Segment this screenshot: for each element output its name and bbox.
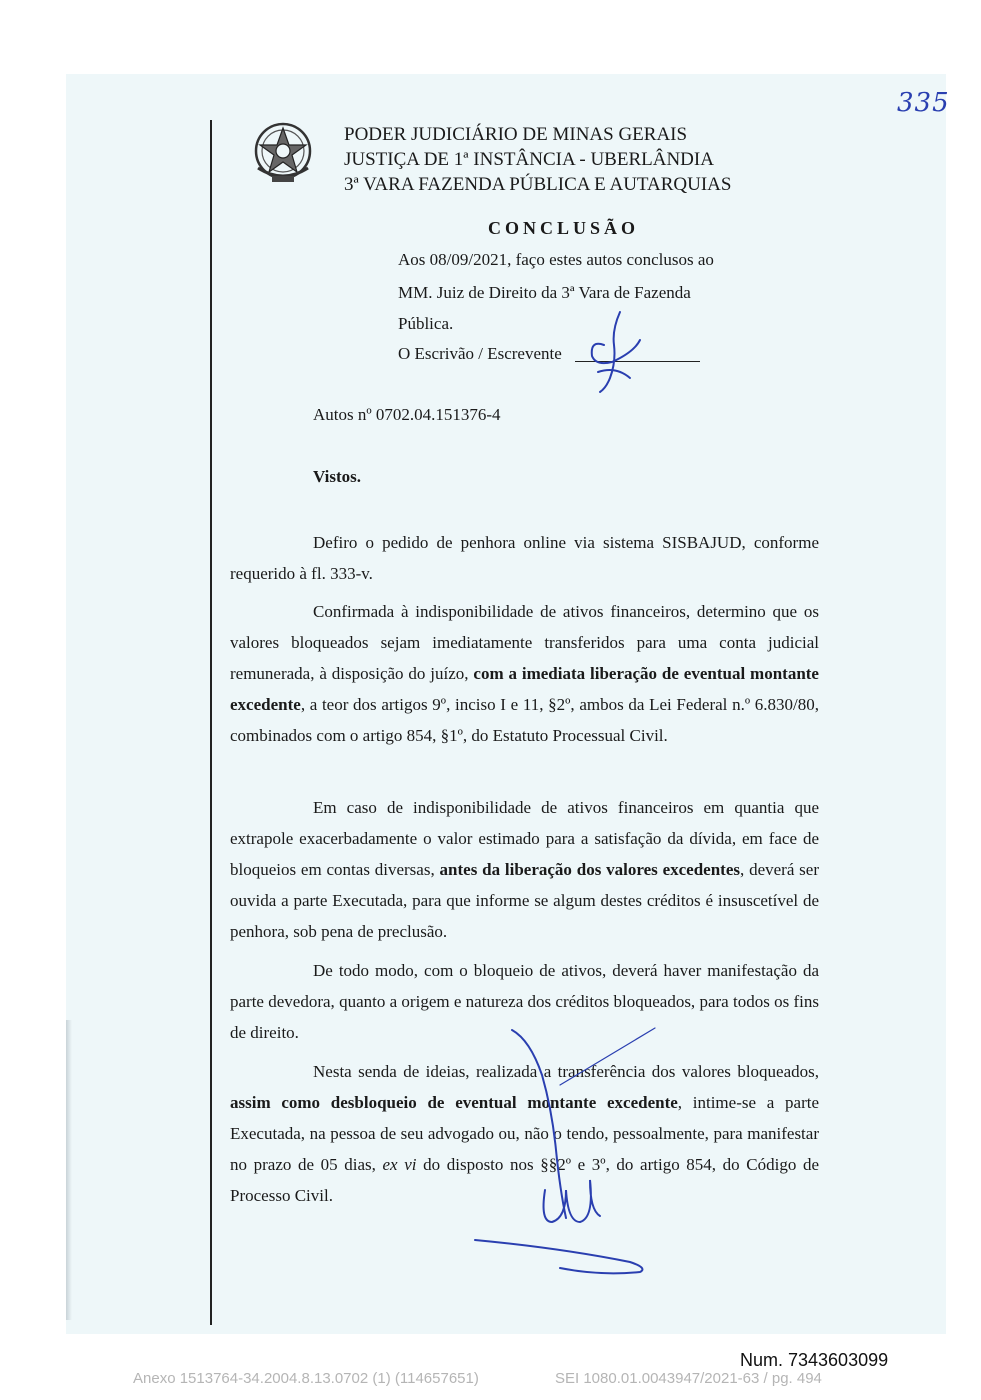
paragraph-3-text-a: Em caso de indisponibilidade de ativos financeiros em quantia que extrapole exacerbadamente o valor estimado para a satisfação da dívida, em face de bloqueios em contas diversas, [230, 798, 819, 879]
sei-reference: SEI 1080.01.0043947/2021-63 / pg. 494 [555, 1370, 822, 1387]
paragraph-3-bold: antes da liberação dos valores excedentes [439, 860, 740, 879]
conclusao-line-2: MM. Juiz de Direito da 3ª Vara de Fazenda [398, 283, 691, 302]
case-number: Autos nº 0702.04.151376-4 [313, 405, 501, 424]
paragraph-4-text: De todo modo, com o bloqueio de ativos, deverá haver manifestação da parte devedora, quanto a origem e natureza dos créditos bloqueados, para todos os fins de direito. [230, 961, 819, 1042]
header-line-2: JUSTIÇA DE 1ª INSTÂNCIA - UBERLÂNDIA [344, 149, 714, 170]
conclusao-line-3: Pública. [398, 314, 454, 333]
paragraph-2 [230, 596, 819, 751]
signature-line [575, 361, 700, 362]
paragraph-5 [230, 1056, 819, 1211]
conclusao-line-1: Aos 08/09/2021, faço estes autos conclusos ao [398, 250, 714, 269]
paragraph-2-text-a: Confirmada à indisponibilidade de ativos financeiros, determino que os valores bloqueados sejam imediatamente transferidos para uma conta judicial remunerada, à disposição do juízo, [230, 602, 819, 683]
court-header [344, 122, 731, 197]
header-line-3: 3ª VARA FAZENDA PÚBLICA E AUTARQUIAS [344, 174, 732, 195]
annex-reference: Anexo 1513764-34.2004.8.13.0702 (1) (114657651) [133, 1370, 479, 1387]
paragraph-2-bold: com a imediata liberação de eventual montante excedente [230, 664, 819, 714]
paragraph-3 [230, 792, 819, 947]
paragraph-5-text-b: , intime-se a parte Executada, na pessoa de seu advogado ou, não o tendo, pessoalmente, para manifestar no prazo de 05 dias, [230, 1093, 819, 1174]
paragraph-5-bold: assim como desbloqueio de eventual montante excedente [230, 1093, 678, 1112]
vistos-heading: Vistos. [313, 467, 362, 486]
paragraph-5-italic: ex vi [382, 1155, 417, 1174]
conclusao-title: CONCLUSÃO [488, 218, 640, 238]
header-line-1: PODER JUDICIÁRIO DE MINAS GERAIS [344, 124, 688, 145]
paragraph-3-text-b: , deverá ser ouvida a parte Executada, para que informe se algum destes créditos é insuscetível de penhora, sob pena de preclusão. [230, 860, 820, 941]
paragraph-5-text-a: Nesta senda de ideias, realizada a transferência dos valores bloqueados, [313, 1062, 819, 1081]
signer-label: O Escrivão / Escrevente [398, 344, 562, 363]
scan-edge-shadow [66, 1020, 72, 1320]
paragraph-1 [230, 527, 819, 589]
paragraph-2-text-b: , a teor dos artigos 9º, inciso I e 11, §2º, ambos da Lei Federal n.º 6.830/80, combinados com o artigo 854, §1º, do Estatuto Processual Civil. [230, 695, 819, 745]
handwritten-page-number: 335 [897, 88, 950, 118]
paragraph-5-text-c: do disposto nos §§2º e 3º, do artigo 854, do Código de Processo Civil. [230, 1155, 820, 1205]
document-number: Num. 7343603099 [740, 1350, 889, 1370]
margin-rule [210, 120, 212, 1325]
paragraph-1-text: Defiro o pedido de penhora online via sistema SISBAJUD, conforme requerido à fl. 333-v. [230, 533, 819, 583]
paragraph-4 [230, 955, 819, 1048]
coat-of-arms-icon [248, 118, 318, 188]
